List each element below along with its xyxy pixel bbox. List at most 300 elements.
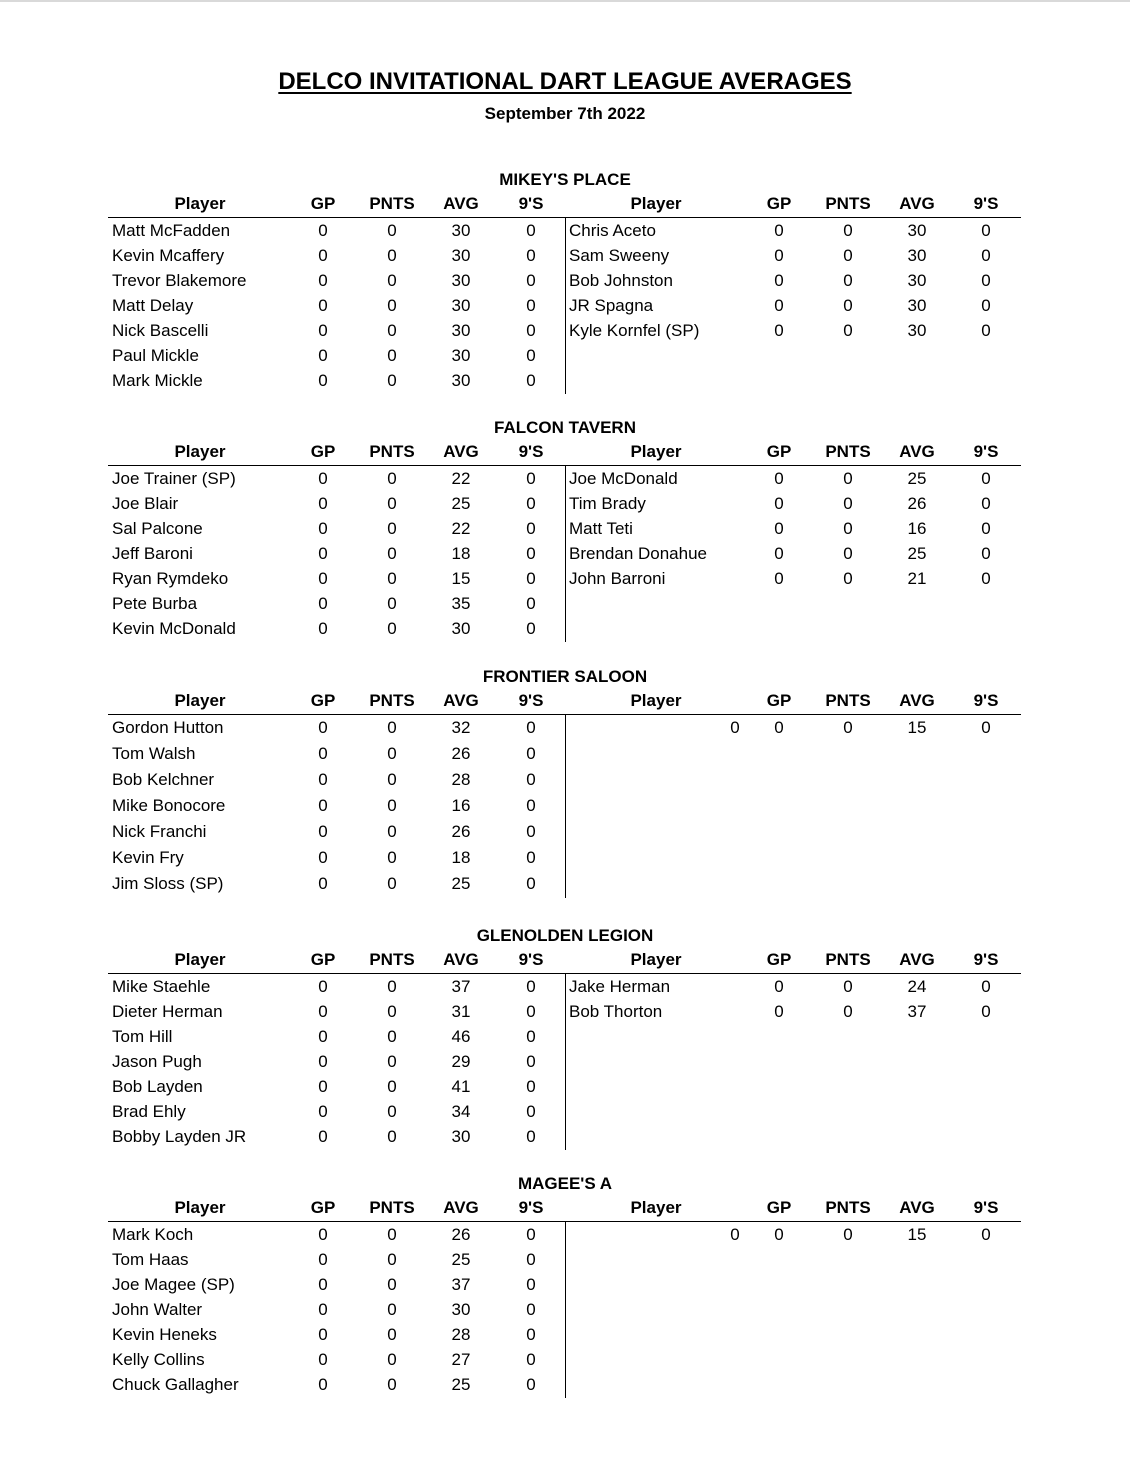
nines-value: 0 xyxy=(526,1077,536,1096)
gp-value: 0 xyxy=(318,796,328,815)
header-nines-left: 9'S xyxy=(518,691,544,710)
nines-value: 0 xyxy=(526,519,536,538)
header-player-left: Player xyxy=(174,950,226,969)
player-name: Paul Mickle xyxy=(112,346,199,365)
player-name: Joe McDonald xyxy=(569,469,678,488)
gp-value: 0 xyxy=(318,744,328,763)
pnts-value: 0 xyxy=(387,1127,397,1146)
header-gp-left: GP xyxy=(310,691,336,710)
pnts-value: 0 xyxy=(387,1375,397,1394)
gp-value: 0 xyxy=(318,569,328,588)
avg-value: 30 xyxy=(451,221,471,240)
pnts-value: 0 xyxy=(387,1250,397,1269)
pnts-value: 0 xyxy=(387,744,397,763)
pnts-value: 0 xyxy=(387,977,397,996)
header-pnts-right: PNTS xyxy=(825,950,871,969)
gp-value: 0 xyxy=(774,246,784,265)
nines-value: 0 xyxy=(981,718,991,737)
avg-value: 25 xyxy=(451,1250,471,1269)
avg-value: 30 xyxy=(907,271,927,290)
table-row xyxy=(0,294,1130,319)
nines-value: 0 xyxy=(526,1275,536,1294)
avg-value: 22 xyxy=(451,519,471,538)
page-title xyxy=(0,68,1130,96)
pnts-value: 0 xyxy=(387,221,397,240)
avg-value: 30 xyxy=(907,296,927,315)
nines-value: 0 xyxy=(981,544,991,563)
pnts-value: 0 xyxy=(843,977,853,996)
player-name: Kevin Mcaffery xyxy=(112,246,225,265)
table-row xyxy=(0,244,1130,269)
nines-value: 0 xyxy=(526,221,536,240)
pnts-value: 0 xyxy=(387,1350,397,1369)
player-name: Kelly Collins xyxy=(112,1350,205,1369)
player-name: Matt Delay xyxy=(112,296,194,315)
nines-value: 0 xyxy=(526,1375,536,1394)
pnts-value: 0 xyxy=(843,519,853,538)
header-player-right: Player xyxy=(630,950,682,969)
gp-value: 0 xyxy=(774,544,784,563)
avg-value: 37 xyxy=(907,1002,927,1021)
gp-value: 0 xyxy=(318,1127,328,1146)
pnts-value: 0 xyxy=(387,519,397,538)
player-rows xyxy=(0,975,1130,1150)
nines-value: 0 xyxy=(526,1127,536,1146)
table-row xyxy=(0,1125,1130,1150)
player-name: Mike Bonocore xyxy=(112,796,226,815)
gp-value: 0 xyxy=(318,1052,328,1071)
player-name: Brendan Donahue xyxy=(569,544,708,563)
player-name: Tom Hill xyxy=(112,1027,173,1046)
avg-value: 29 xyxy=(451,1052,471,1071)
nines-value: 0 xyxy=(526,321,536,340)
player-name: Chris Aceto xyxy=(569,221,656,240)
team-name: MIKEY'S PLACE xyxy=(499,170,631,189)
nines-value: 0 xyxy=(526,619,536,638)
avg-value: 28 xyxy=(451,770,471,789)
table-row xyxy=(0,369,1130,394)
avg-value: 25 xyxy=(451,494,471,513)
player-name: Joe Magee (SP) xyxy=(112,1275,235,1294)
player-name: Jason Pugh xyxy=(112,1052,202,1071)
table-row xyxy=(0,768,1130,794)
table-row xyxy=(0,742,1130,768)
table-row xyxy=(0,1373,1130,1398)
header-pnts-right: PNTS xyxy=(825,194,871,213)
gp-value: 0 xyxy=(774,977,784,996)
avg-value: 32 xyxy=(451,718,471,737)
pnts-value: 0 xyxy=(843,569,853,588)
avg-value: 25 xyxy=(451,874,471,893)
pnts-value: 0 xyxy=(387,1052,397,1071)
gp-value: 0 xyxy=(318,1250,328,1269)
header-avg-right: AVG xyxy=(899,1198,935,1217)
avg-value: 37 xyxy=(451,977,471,996)
player-name: Jeff Baroni xyxy=(112,544,193,563)
table-row xyxy=(0,820,1130,846)
header-nines-right: 9'S xyxy=(973,442,999,461)
avg-value: 30 xyxy=(451,296,471,315)
gp-value: 0 xyxy=(318,1102,328,1121)
nines-value: 0 xyxy=(526,977,536,996)
header-pnts-right: PNTS xyxy=(825,691,871,710)
player-name: Mike Staehle xyxy=(112,977,211,996)
player-name: Nick Bascelli xyxy=(112,321,209,340)
gp-value: 0 xyxy=(774,296,784,315)
header-pnts-right: PNTS xyxy=(825,442,871,461)
pnts-value: 0 xyxy=(843,271,853,290)
nines-value: 0 xyxy=(981,977,991,996)
table-row xyxy=(0,492,1130,517)
header-nines-left: 9'S xyxy=(518,194,544,213)
gp-value: 0 xyxy=(318,1300,328,1319)
pnts-value: 0 xyxy=(843,296,853,315)
gp-value: 0 xyxy=(774,321,784,340)
table-row xyxy=(0,1273,1130,1298)
player-name: Gordon Hutton xyxy=(112,718,224,737)
nines-value: 0 xyxy=(526,770,536,789)
gp-value: 0 xyxy=(318,1350,328,1369)
table-row xyxy=(0,517,1130,542)
avg-value: 26 xyxy=(907,494,927,513)
nines-value: 0 xyxy=(981,271,991,290)
gp-value: 0 xyxy=(318,371,328,390)
avg-value: 30 xyxy=(451,271,471,290)
table-row xyxy=(0,542,1130,567)
pnts-value: 0 xyxy=(387,1077,397,1096)
pnts-value: 0 xyxy=(387,1325,397,1344)
gp-value: 0 xyxy=(318,1325,328,1344)
header-gp-left: GP xyxy=(310,442,336,461)
gp-value: 0 xyxy=(318,1027,328,1046)
header-avg-right: AVG xyxy=(899,442,935,461)
gp-value: 0 xyxy=(774,1225,784,1244)
player-name: Chuck Gallagher xyxy=(112,1375,239,1394)
gp-value: 0 xyxy=(318,1225,328,1244)
pnts-value: 0 xyxy=(387,619,397,638)
avg-value: 16 xyxy=(451,796,471,815)
pnts-value: 0 xyxy=(387,271,397,290)
header-player-left: Player xyxy=(174,194,226,213)
nines-value: 0 xyxy=(981,494,991,513)
table-row xyxy=(0,1348,1130,1373)
table-row xyxy=(0,467,1130,492)
nines-value: 0 xyxy=(526,494,536,513)
table-row xyxy=(0,219,1130,244)
table-row xyxy=(0,975,1130,1000)
player-name: Ryan Rymdeko xyxy=(112,569,229,588)
player-name: Bob Thorton xyxy=(569,1002,663,1021)
pnts-value: 0 xyxy=(387,770,397,789)
table-row xyxy=(0,344,1130,369)
avg-value: 30 xyxy=(907,221,927,240)
header-player-right: Player xyxy=(630,442,682,461)
gp-value: 0 xyxy=(318,977,328,996)
avg-value: 30 xyxy=(451,371,471,390)
nines-value: 0 xyxy=(526,1250,536,1269)
avg-value: 46 xyxy=(451,1027,471,1046)
header-gp-left: GP xyxy=(310,194,336,213)
gp-value: 0 xyxy=(318,848,328,867)
pnts-value: 0 xyxy=(387,469,397,488)
player-name: Joe Trainer (SP) xyxy=(112,469,236,488)
pnts-value: 0 xyxy=(843,221,853,240)
header-nines-left: 9'S xyxy=(518,442,544,461)
player-name: Dieter Herman xyxy=(112,1002,223,1021)
report-date: September 7th 2022 xyxy=(484,104,646,123)
gp-value: 0 xyxy=(318,1375,328,1394)
table-row xyxy=(0,1248,1130,1273)
pnts-value: 0 xyxy=(387,796,397,815)
header-avg-left: AVG xyxy=(443,442,479,461)
nines-value: 0 xyxy=(526,718,536,737)
table-row xyxy=(0,1075,1130,1100)
avg-value: 25 xyxy=(451,1375,471,1394)
header-avg-left: AVG xyxy=(443,950,479,969)
nines-value: 0 xyxy=(981,246,991,265)
header-player-left: Player xyxy=(174,691,226,710)
extra-value: 0 xyxy=(730,718,740,737)
pnts-value: 0 xyxy=(387,346,397,365)
player-rows xyxy=(0,716,1130,898)
player-name: Joe Blair xyxy=(112,494,179,513)
header-nines-right: 9'S xyxy=(973,950,999,969)
avg-value: 31 xyxy=(451,1002,471,1021)
header-player-left: Player xyxy=(174,442,226,461)
header-avg-right: AVG xyxy=(899,691,935,710)
player-name: Jake Herman xyxy=(569,977,671,996)
header-gp-right: GP xyxy=(766,950,792,969)
pnts-value: 0 xyxy=(387,848,397,867)
table-row xyxy=(0,794,1130,820)
gp-value: 0 xyxy=(318,321,328,340)
player-name: John Barroni xyxy=(569,569,666,588)
table-row xyxy=(0,716,1130,742)
player-name: Trevor Blakemore xyxy=(112,271,247,290)
nines-value: 0 xyxy=(526,1225,536,1244)
player-name: Bob Layden xyxy=(112,1077,203,1096)
pnts-value: 0 xyxy=(387,1102,397,1121)
nines-value: 0 xyxy=(526,1325,536,1344)
gp-value: 0 xyxy=(318,594,328,613)
table-row xyxy=(0,269,1130,294)
nines-value: 0 xyxy=(526,246,536,265)
avg-value: 18 xyxy=(451,848,471,867)
gp-value: 0 xyxy=(318,221,328,240)
nines-value: 0 xyxy=(526,469,536,488)
player-name: JR Spagna xyxy=(569,296,654,315)
avg-value: 30 xyxy=(451,1300,471,1319)
pnts-value: 0 xyxy=(843,718,853,737)
player-name: Tom Haas xyxy=(112,1250,189,1269)
avg-value: 34 xyxy=(451,1102,471,1121)
nines-value: 0 xyxy=(981,469,991,488)
table-row xyxy=(0,1298,1130,1323)
gp-value: 0 xyxy=(318,718,328,737)
pnts-value: 0 xyxy=(387,246,397,265)
player-name: Bob Johnston xyxy=(569,271,673,290)
pnts-value: 0 xyxy=(843,494,853,513)
player-rows xyxy=(0,467,1130,642)
header-gp-left: GP xyxy=(310,1198,336,1217)
page-title-text: DELCO INVITATIONAL DART LEAGUE AVERAGES xyxy=(278,68,852,95)
player-name: Brad Ehly xyxy=(112,1102,186,1121)
pnts-value: 0 xyxy=(387,544,397,563)
avg-value: 26 xyxy=(451,822,471,841)
gp-value: 0 xyxy=(318,519,328,538)
player-name: Kevin McDonald xyxy=(112,619,236,638)
header-player-right: Player xyxy=(630,691,682,710)
nines-value: 0 xyxy=(526,1350,536,1369)
pnts-value: 0 xyxy=(843,544,853,563)
nines-value: 0 xyxy=(526,569,536,588)
gp-value: 0 xyxy=(318,822,328,841)
avg-value: 30 xyxy=(451,346,471,365)
nines-value: 0 xyxy=(526,1052,536,1071)
team-name: FALCON TAVERN xyxy=(494,418,636,437)
gp-value: 0 xyxy=(774,1002,784,1021)
header-pnts-left: PNTS xyxy=(369,950,415,969)
player-name: John Walter xyxy=(112,1300,203,1319)
header-player-right: Player xyxy=(630,1198,682,1217)
player-name: Sal Palcone xyxy=(112,519,203,538)
avg-value: 25 xyxy=(907,469,927,488)
avg-value: 35 xyxy=(451,594,471,613)
pnts-value: 0 xyxy=(843,1225,853,1244)
nines-value: 0 xyxy=(526,1102,536,1121)
header-player-left: Player xyxy=(174,1198,226,1217)
player-name: Mark Mickle xyxy=(112,371,203,390)
nines-value: 0 xyxy=(526,1027,536,1046)
page-top-border xyxy=(0,0,1130,2)
pnts-value: 0 xyxy=(843,321,853,340)
gp-value: 0 xyxy=(774,221,784,240)
player-name: Bob Kelchner xyxy=(112,770,215,789)
header-nines-left: 9'S xyxy=(518,1198,544,1217)
gp-value: 0 xyxy=(774,718,784,737)
avg-value: 30 xyxy=(451,321,471,340)
pnts-value: 0 xyxy=(387,1225,397,1244)
player-name: Tom Walsh xyxy=(112,744,196,763)
nines-value: 0 xyxy=(981,321,991,340)
table-row xyxy=(0,1223,1130,1248)
table-row xyxy=(0,1050,1130,1075)
table-row xyxy=(0,567,1130,592)
table-row xyxy=(0,1323,1130,1348)
gp-value: 0 xyxy=(774,469,784,488)
header-gp-left: GP xyxy=(310,950,336,969)
avg-value: 28 xyxy=(451,1325,471,1344)
gp-value: 0 xyxy=(318,1002,328,1021)
avg-value: 41 xyxy=(451,1077,471,1096)
nines-value: 0 xyxy=(526,822,536,841)
table-row xyxy=(0,1025,1130,1050)
gp-value: 0 xyxy=(318,494,328,513)
avg-value: 15 xyxy=(907,718,927,737)
avg-value: 18 xyxy=(451,544,471,563)
gp-value: 0 xyxy=(318,469,328,488)
header-avg-right: AVG xyxy=(899,950,935,969)
avg-value: 26 xyxy=(451,1225,471,1244)
pnts-value: 0 xyxy=(387,296,397,315)
avg-value: 26 xyxy=(451,744,471,763)
table-row xyxy=(0,1000,1130,1025)
header-gp-right: GP xyxy=(766,442,792,461)
nines-value: 0 xyxy=(526,544,536,563)
player-name: Matt McFadden xyxy=(112,221,231,240)
nines-value: 0 xyxy=(526,1300,536,1319)
nines-value: 0 xyxy=(526,1002,536,1021)
header-gp-right: GP xyxy=(766,691,792,710)
header-pnts-left: PNTS xyxy=(369,1198,415,1217)
header-pnts-left: PNTS xyxy=(369,194,415,213)
table-row xyxy=(0,319,1130,344)
team-name: MAGEE'S A xyxy=(517,1174,613,1193)
nines-value: 0 xyxy=(526,796,536,815)
nines-value: 0 xyxy=(981,296,991,315)
nines-value: 0 xyxy=(981,1225,991,1244)
player-name: Sam Sweeny xyxy=(569,246,670,265)
header-avg-left: AVG xyxy=(443,1198,479,1217)
header-avg-left: AVG xyxy=(443,691,479,710)
player-name: Matt Teti xyxy=(569,519,633,538)
team-name: GLENOLDEN LEGION xyxy=(476,926,654,945)
nines-value: 0 xyxy=(981,1002,991,1021)
pnts-value: 0 xyxy=(387,822,397,841)
avg-value: 21 xyxy=(907,569,927,588)
gp-value: 0 xyxy=(318,1275,328,1294)
nines-value: 0 xyxy=(526,744,536,763)
nines-value: 0 xyxy=(981,519,991,538)
gp-value: 0 xyxy=(318,1077,328,1096)
nines-value: 0 xyxy=(526,848,536,867)
nines-value: 0 xyxy=(526,296,536,315)
header-player-right: Player xyxy=(630,194,682,213)
header-pnts-left: PNTS xyxy=(369,691,415,710)
pnts-value: 0 xyxy=(387,1027,397,1046)
pnts-value: 0 xyxy=(843,469,853,488)
header-avg-left: AVG xyxy=(443,194,479,213)
gp-value: 0 xyxy=(318,271,328,290)
nines-value: 0 xyxy=(526,594,536,613)
header-nines-right: 9'S xyxy=(973,1198,999,1217)
header-pnts-left: PNTS xyxy=(369,442,415,461)
gp-value: 0 xyxy=(318,874,328,893)
table-row xyxy=(0,617,1130,642)
pnts-value: 0 xyxy=(387,494,397,513)
gp-value: 0 xyxy=(774,519,784,538)
pnts-value: 0 xyxy=(387,371,397,390)
player-name: Pete Burba xyxy=(112,594,198,613)
player-name: Kevin Heneks xyxy=(112,1325,217,1344)
nines-value: 0 xyxy=(526,371,536,390)
avg-value: 15 xyxy=(451,569,471,588)
avg-value: 16 xyxy=(907,519,927,538)
player-name: Jim Sloss (SP) xyxy=(112,874,224,893)
pnts-value: 0 xyxy=(387,1300,397,1319)
gp-value: 0 xyxy=(318,346,328,365)
avg-value: 37 xyxy=(451,1275,471,1294)
gp-value: 0 xyxy=(774,569,784,588)
table-row xyxy=(0,1100,1130,1125)
nines-value: 0 xyxy=(526,874,536,893)
nines-value: 0 xyxy=(981,569,991,588)
pnts-value: 0 xyxy=(387,874,397,893)
team-name: FRONTIER SALOON xyxy=(482,667,648,686)
gp-value: 0 xyxy=(318,619,328,638)
avg-value: 27 xyxy=(451,1350,471,1369)
gp-value: 0 xyxy=(318,544,328,563)
